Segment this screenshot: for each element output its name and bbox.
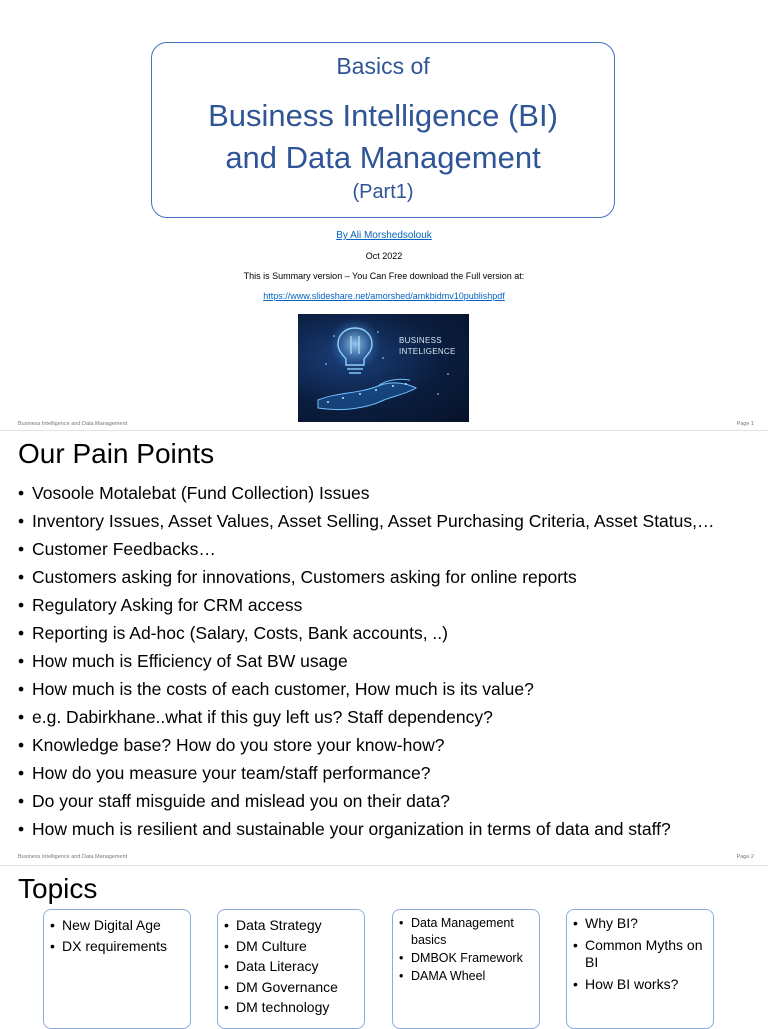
list-item: • Customer Feedbacks… — [18, 535, 715, 563]
list-item: • DAMA Wheel — [399, 968, 533, 985]
list-item: • How BI works? — [573, 976, 707, 993]
list-item: • New Digital Age — [50, 915, 184, 936]
title-part: (Part1) — [352, 181, 414, 203]
image-caption-line2: INTELIGENCE — [399, 347, 456, 356]
list-item: • How do you measure your team/staff performance? — [18, 759, 715, 787]
title-main-line1: Business Intelligence (BI) — [208, 98, 558, 133]
list-item: • Why BI? — [573, 915, 707, 932]
list-item: • Data Strategy — [224, 915, 358, 936]
slide-2 — [0, 432, 768, 865]
list-item: • Regulatory Asking for CRM access — [18, 591, 715, 619]
list-item: • Vosoole Motalebat (Fund Collection) Issues — [18, 479, 715, 507]
image-caption — [399, 335, 456, 357]
slide-title: Topics — [18, 873, 98, 904]
title-main-line2: and Data Management — [225, 140, 541, 175]
list-item: • Customers asking for innovations, Customers asking for online reports — [18, 563, 715, 591]
list-item: • e.g. Dabirkhane..what if this guy left us? Staff dependency? — [18, 703, 715, 731]
page-number: Page 1 — [736, 421, 754, 427]
slide-3 — [0, 867, 768, 1024]
list-item: • Inventory Issues, Asset Values, Asset Selling, Asset Purchasing Criteria, Asset Status,… — [18, 507, 715, 535]
list-item: • Common Myths on BI — [573, 937, 707, 971]
business-intelligence-image — [298, 314, 469, 422]
list-item: • How much is resilient and sustainable your organization in terms of data and staff? — [18, 815, 715, 843]
title-pre: Basics of — [336, 53, 430, 79]
slide-title: Our Pain Points — [18, 438, 215, 469]
list-item: • How much is Efficiency of Sat BW usage — [18, 647, 715, 675]
download-link[interactable]: https://www.slideshare.net/amorshed/amkbidmv10publishpdf — [263, 291, 505, 301]
list-item: • DM Governance — [224, 977, 358, 998]
topic-box-data-strategy — [217, 909, 365, 1029]
list-item: • Knowledge base? How do you store your know-how? — [18, 731, 715, 759]
author-link[interactable]: By Ali Morshedsolouk — [336, 230, 432, 241]
summary-text: This is Summary version – You Can Free download the Full version at: — [243, 271, 525, 281]
list-item: • Reporting is Ad-hoc (Salary, Costs, Bank accounts, ..) — [18, 619, 715, 647]
lightbulb-hand-illustration — [298, 314, 469, 422]
slide-1 — [0, 0, 768, 430]
pain-points-list — [18, 479, 715, 843]
image-caption-line1: BUSINESS — [399, 336, 442, 345]
list-item: • DX requirements — [50, 936, 184, 957]
list-item: • Data Literacy — [224, 956, 358, 977]
topic-box-data-management — [392, 909, 540, 1029]
date-text: Oct 2022 — [365, 251, 403, 261]
footer-left: Business Intelligence and Data Management — [18, 854, 128, 860]
list-item: • DM Culture — [224, 936, 358, 957]
slide-divider — [0, 865, 768, 866]
page-number: Page 2 — [736, 854, 754, 860]
topic-box-digital-age — [43, 909, 191, 1029]
list-item: • DM technology — [224, 997, 358, 1018]
slide-divider — [0, 430, 768, 431]
footer-left: Business Intelligence and Data Management — [18, 421, 128, 427]
list-item: • How much is the costs of each customer, How much is its value? — [18, 675, 715, 703]
title-box — [151, 42, 615, 218]
list-item: • Data Management basics — [399, 915, 533, 949]
list-item: • DMBOK Framework — [399, 950, 533, 967]
list-item: • Do your staff misguide and mislead you on their data? — [18, 787, 715, 815]
topic-box-why-bi — [566, 909, 714, 1029]
